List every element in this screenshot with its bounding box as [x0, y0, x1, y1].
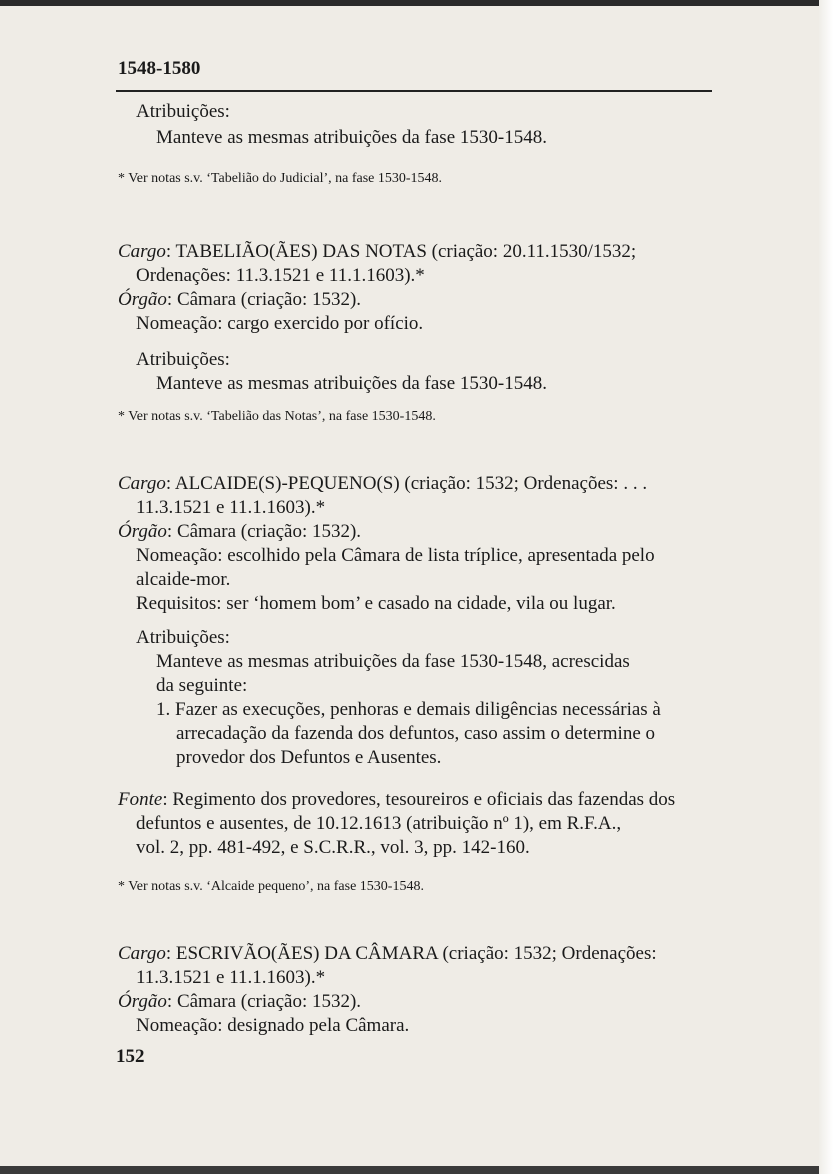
nomeacao-line: Nomeação: escolhido pela Câmara de lista tríplice, apresentada pelo	[136, 545, 655, 566]
orgao-text: : Câmara (criação: 1532).	[166, 289, 362, 310]
orgao-label: Órgão	[118, 991, 167, 1012]
orgao-line	[118, 520, 361, 544]
attributions-text: Manteve as mesmas atribuições da fase 1530-1548.	[156, 127, 547, 148]
fonte-line-2: defuntos e ausentes, de 10.12.1613 (atribuição nº 1), em R.F.A.,	[136, 813, 622, 834]
nomeacao-line: Nomeação: designado pela Câmara.	[136, 1015, 410, 1036]
cargo-line	[118, 240, 636, 264]
attributions-text-2: da seguinte:	[156, 675, 248, 696]
attributions-label: Atribuições:	[136, 349, 230, 370]
fonte-line	[118, 788, 675, 812]
orgao-line	[118, 288, 361, 312]
cargo-line-2: 11.3.1521 e 11.1.1603).*	[136, 967, 326, 988]
cargo-text: : ESCRIVÃO(ÃES) DA CÂMARA (criação: 1532; Ordenações:	[165, 943, 657, 964]
running-header: 1548-1580	[118, 58, 201, 79]
orgao-text: : Câmara (criação: 1532).	[166, 521, 362, 542]
header-rule	[116, 90, 712, 92]
page-number: 152	[116, 1046, 145, 1067]
scan-border-bottom	[0, 1166, 833, 1174]
fonte-text: : Regimento dos provedores, tesoureiros e oficiais das fazendas dos	[162, 789, 676, 810]
orgao-label: Órgão	[118, 521, 167, 542]
orgao-label: Órgão	[118, 289, 167, 310]
attributions-label: Atribuições:	[136, 627, 230, 648]
cargo-text: : ALCAIDE(S)-PEQUENO(S) (criação: 1532; Ordenações: . . .	[165, 473, 648, 494]
cargo-label: Cargo	[118, 943, 166, 964]
cargo-label: Cargo	[118, 473, 166, 494]
fonte-label: Fonte	[118, 789, 163, 810]
nomeacao-line-2: alcaide-mor.	[136, 569, 231, 590]
footnote: * Ver notas s.v. ‘Tabelião das Notas’, na fase 1530-1548.	[118, 409, 436, 424]
cargo-line-2: 11.3.1521 e 11.1.1603).*	[136, 497, 326, 518]
list-item-line-3: provedor dos Defuntos e Ausentes.	[176, 747, 442, 768]
requisitos-line: Requisitos: ser ‘homem bom’ e casado na cidade, vila ou lugar.	[136, 593, 616, 614]
list-item-line-2: arrecadação da fazenda dos defuntos, caso assim o determine o	[176, 723, 656, 744]
orgao-text: : Câmara (criação: 1532).	[166, 991, 362, 1012]
cargo-label: Cargo	[118, 241, 166, 262]
scanned-page	[0, 6, 819, 1166]
footnote: * Ver notas s.v. ‘Alcaide pequeno’, na fase 1530-1548.	[118, 879, 424, 894]
attributions-text: Manteve as mesmas atribuições da fase 1530-1548.	[156, 373, 547, 394]
list-item: 1. Fazer as execuções, penhoras e demais diligências necessárias à	[156, 699, 661, 720]
cargo-line	[118, 942, 657, 966]
footnote: * Ver notas s.v. ‘Tabelião do Judicial’, na fase 1530-1548.	[118, 171, 443, 186]
scan-border-right	[819, 0, 833, 1174]
nomeacao-line: Nomeação: cargo exercido por ofício.	[136, 313, 424, 334]
attributions-text: Manteve as mesmas atribuições da fase 1530-1548, acrescidas	[156, 651, 630, 672]
cargo-line-2: Ordenações: 11.3.1521 e 11.1.1603).*	[136, 265, 425, 286]
attributions-label: Atribuições:	[136, 101, 230, 122]
fonte-line-3: vol. 2, pp. 481-492, e S.C.R.R., vol. 3, pp. 142-160.	[136, 837, 530, 858]
cargo-line	[118, 472, 647, 496]
orgao-line	[118, 990, 361, 1014]
cargo-text: : TABELIÃO(ÃES) DAS NOTAS (criação: 20.11.1530/1532;	[165, 241, 637, 262]
